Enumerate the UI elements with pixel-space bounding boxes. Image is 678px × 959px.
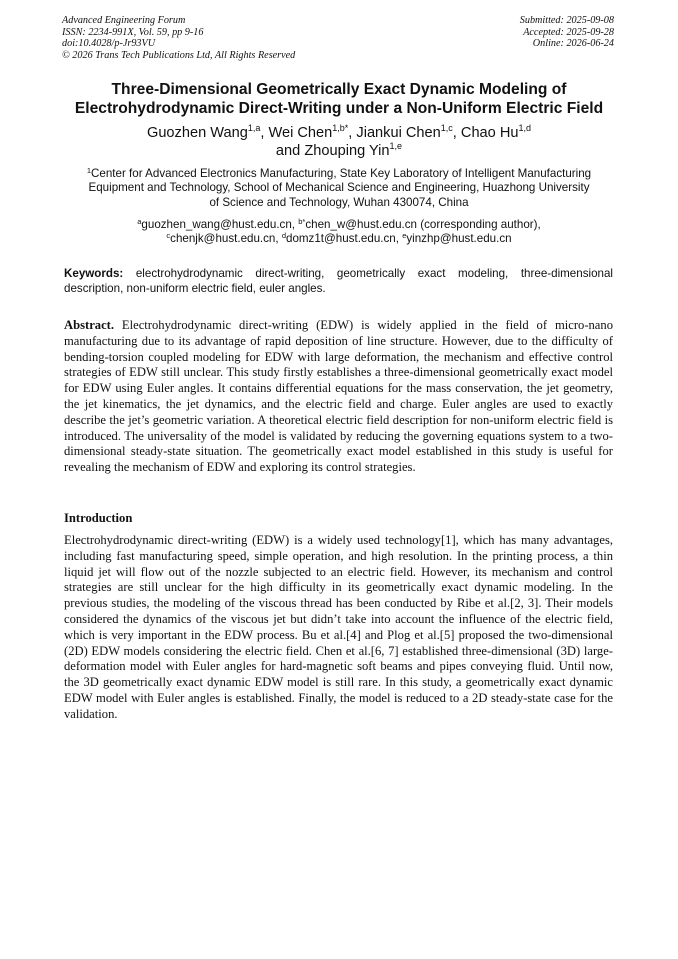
accepted-date: Accepted: 2025-09-28 bbox=[523, 26, 614, 38]
title-line-2: Electrohydrodynamic Direct-Writing under a Non-Uniform Electric Field bbox=[74, 100, 604, 117]
email-address: chen_w@hust.edu.cn (corresponding author), bbox=[305, 218, 541, 231]
author-separator: , bbox=[348, 125, 357, 141]
affiliation-text: Center for Advanced Electronics Manufacturing, State Key Laboratory of Intelligent Manufacturing bbox=[91, 167, 592, 180]
email-address: yinzhp@hust.edu.cn bbox=[406, 232, 512, 246]
abstract-label: Abstract. bbox=[64, 318, 115, 332]
email-line-2 bbox=[40, 232, 638, 246]
email-address: chenjk@hust.edu.cn, bbox=[170, 232, 282, 246]
affiliation-line-1 bbox=[40, 167, 638, 181]
email-sup: d bbox=[281, 231, 286, 241]
author-line-1 bbox=[40, 124, 638, 142]
author-name: Zhouping Yin bbox=[304, 143, 390, 159]
author-name: Chao Hu bbox=[460, 125, 519, 141]
affiliation-sup: 1 bbox=[86, 166, 92, 175]
article-doi: doi:10.4028/p-Jr93VU bbox=[62, 38, 156, 50]
affiliation-line-3: of Science and Technology, Wuhan 430074, China bbox=[209, 195, 469, 209]
submitted-date: Submitted: 2025-09-08 bbox=[519, 15, 614, 26]
online-date: Online: 2026-06-24 bbox=[532, 38, 614, 50]
author-name: Jiankui Chen bbox=[356, 125, 441, 141]
author-list bbox=[40, 124, 638, 160]
section-heading-introduction: Introduction bbox=[64, 511, 133, 525]
author-separator: , bbox=[260, 125, 269, 141]
author-line-2 bbox=[40, 142, 638, 160]
author-name: Wei Chen bbox=[268, 125, 333, 141]
author-affil-sup: 1,c bbox=[440, 123, 453, 133]
email-address: domz1t@hust.edu.cn, bbox=[286, 232, 403, 246]
title-line-1: Three-Dimensional Geometrically Exact Dynamic Modeling of bbox=[111, 81, 567, 98]
author-conjunction: and bbox=[275, 143, 301, 159]
journal-header-left bbox=[62, 15, 295, 61]
keywords-text: electrohydrodynamic direct-writing, geometrically exact modeling, three-dimensional description, non-uniform electric field, euler angles. bbox=[64, 267, 613, 295]
author-affil-sup: 1,a bbox=[247, 123, 261, 133]
email-address: guozhen_wang@hust.edu.cn, bbox=[141, 218, 299, 231]
abstract-text: Electrohydrodynamic direct-writing (EDW) is widely applied in the field of micro-nano manufacturing due to its advantage of rapid deposition of line structure. However, due to the difficulty of bending-torsion coupled modeling for EDW with large deformation, the mechanism and effective control strategies of EDW still unclear. This study firstly establishes a three-dimensional geometrically exact model for EDW using Euler angles. It contains differential equations for the mass conservation, the jet geometry, the jet kinematics, the jet dynamics, and the electric field and charge. Euler angles are used to exactly describe the jet’s geometric variation. A theoretical electric field description for non-uniform electric field is introduced. The universality of the model is validated by reducing the governing equations system to a two-dimensional steady-state situation. The geometrically exact model established in this study is useful for revealing the mechanism of EDW and exploring its control strategies. bbox=[64, 318, 613, 475]
affiliation-line-2: Equipment and Technology, School of Mechanical Science and Engineering, Huazhong University bbox=[88, 181, 590, 195]
journal-header-right bbox=[520, 15, 614, 50]
email-sup: a bbox=[137, 217, 142, 226]
introduction-paragraph: Electrohydrodynamic direct-writing (EDW) is a widely used technology[1], which has many advantages, including fast manufacturing speed, simple operation, and high resolution. In the printing process, a thin liquid jet will flow out of the nozzle subjected to an electric field. However, its mechanism and control strategies are still unclear for the high difficulty in its geometrically exact dynamic modeling. In the previous studies, the modeling of the viscous thread has been conducted by Ribe et al.[2, 3]. Their models considered the dynamics of the viscous jet but didn’t take into account the influence of the electric field, which is very important in the EDW process. Bu et al.[4] and Plog et al.[5] proposed the two-dimensional (2D) EDW models considering the electric field. Chen et al.[6, 7] established three-dimensional (3D) large-deformation model with Euler angles for hard-magnetic soft beams and pipes conveying fluid. Until now, the 3D geometrically exact dynamic EDW model is still rare. In this study, a geometrically exact dynamic EDW model with Euler angles is established. Finally, the model is reduced to a 2D steady-state case for the validation. bbox=[64, 533, 613, 721]
keywords-label: Keywords: bbox=[64, 267, 124, 280]
author-separator: , bbox=[452, 125, 461, 141]
copyright-notice: © 2026 Trans Tech Publications Ltd, All Rights Reserved bbox=[62, 49, 296, 61]
abstract bbox=[64, 318, 613, 476]
journal-name: Advanced Engineering Forum bbox=[62, 15, 186, 26]
author-affil-sup: 1,d bbox=[518, 123, 532, 133]
author-name: Guozhen Wang bbox=[146, 125, 248, 141]
email-sup: c bbox=[166, 231, 171, 241]
keywords-block bbox=[64, 267, 613, 296]
affiliation bbox=[40, 167, 638, 210]
email-sup: e bbox=[402, 231, 407, 241]
author-emails bbox=[40, 218, 638, 247]
paper-title bbox=[40, 80, 638, 118]
journal-issn: ISSN: 2234-991X, Vol. 59, pp 9-16 bbox=[62, 26, 204, 38]
author-affil-sup: 1,e bbox=[389, 141, 403, 151]
email-sup: b* bbox=[298, 217, 306, 226]
author-affil-sup: 1,b* bbox=[332, 123, 349, 133]
email-line-1 bbox=[40, 218, 638, 232]
